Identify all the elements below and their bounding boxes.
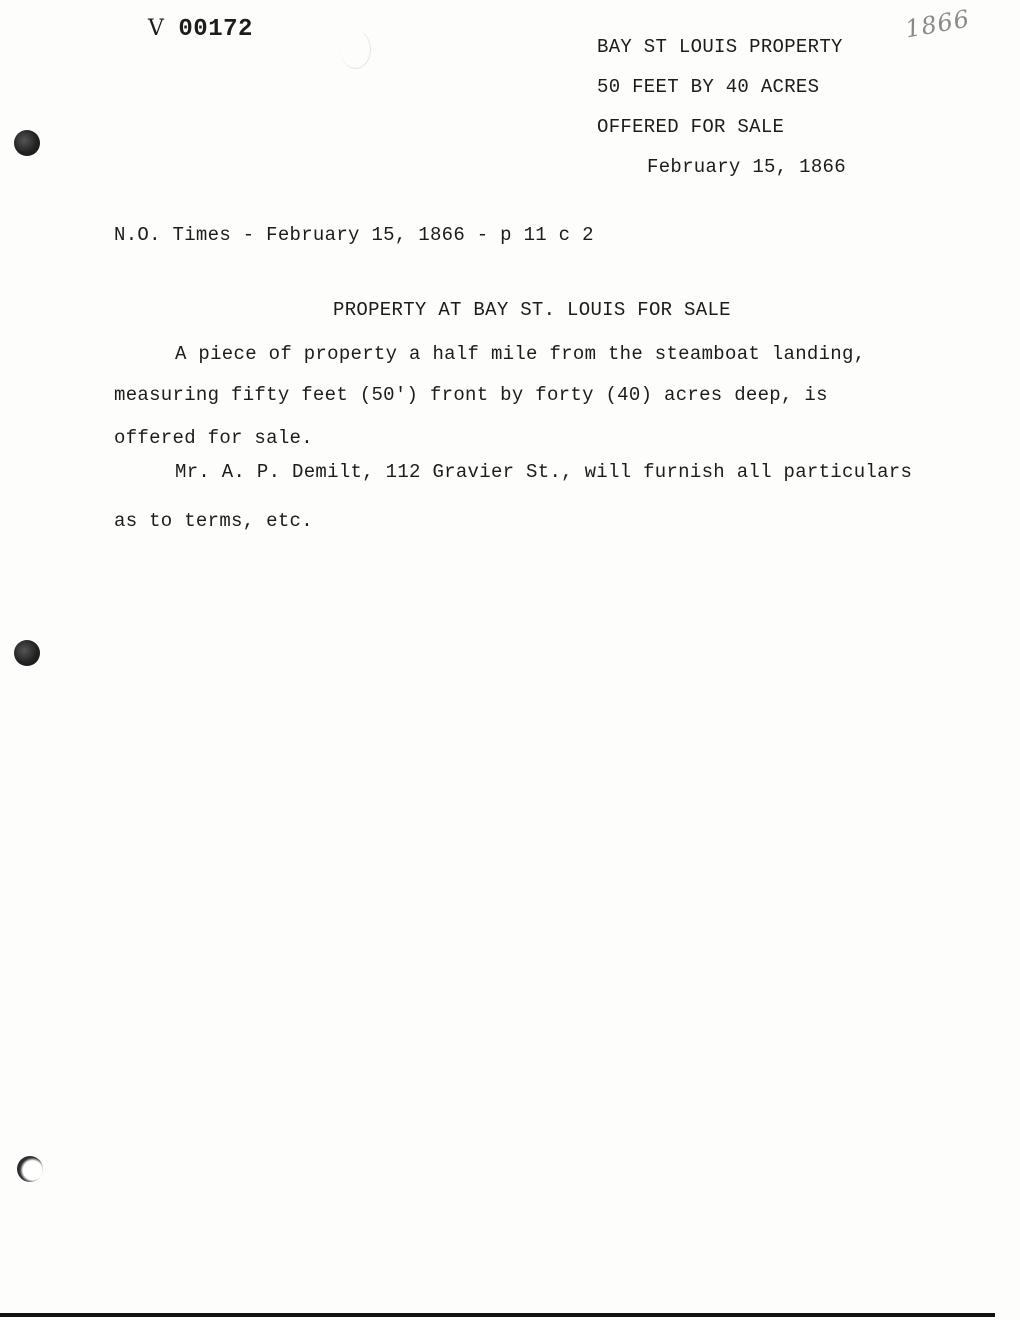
paper-smudge: [340, 30, 371, 69]
document-number-value: 00172: [178, 16, 253, 43]
bottom-edge-rule: [0, 1313, 995, 1317]
paragraph-1-line-3: offered for sale.: [114, 427, 313, 449]
summary-date: February 15, 1866: [647, 156, 846, 178]
punch-hole-bottom: [17, 1156, 43, 1182]
summary-line-3: OFFERED FOR SALE: [597, 116, 785, 138]
paragraph-1-line-1: A piece of property a half mile from the steamboat landing,: [175, 343, 866, 365]
document-number: [148, 16, 253, 43]
article-title: PROPERTY AT BAY ST. LOUIS FOR SALE: [333, 299, 731, 321]
paragraph-2-line-1: Mr. A. P. Demilt, 112 Gravier St., will furnish all particulars: [175, 461, 913, 483]
paragraph-2-line-2: as to terms, etc.: [114, 510, 313, 532]
paragraph-1-line-2: measuring fifty feet (50') front by forty (40) acres deep, is: [114, 384, 828, 406]
summary-line-1: BAY ST LOUIS PROPERTY: [597, 36, 843, 58]
handwritten-year: 1866: [903, 4, 973, 44]
document-number-prefix: V: [148, 16, 165, 41]
punch-hole-top: [14, 130, 40, 156]
punch-hole-middle: [14, 640, 40, 666]
source-citation: N.O. Times - February 15, 1866 - p 11 c 2: [114, 224, 594, 246]
summary-line-2: 50 FEET BY 40 ACRES: [597, 76, 820, 98]
